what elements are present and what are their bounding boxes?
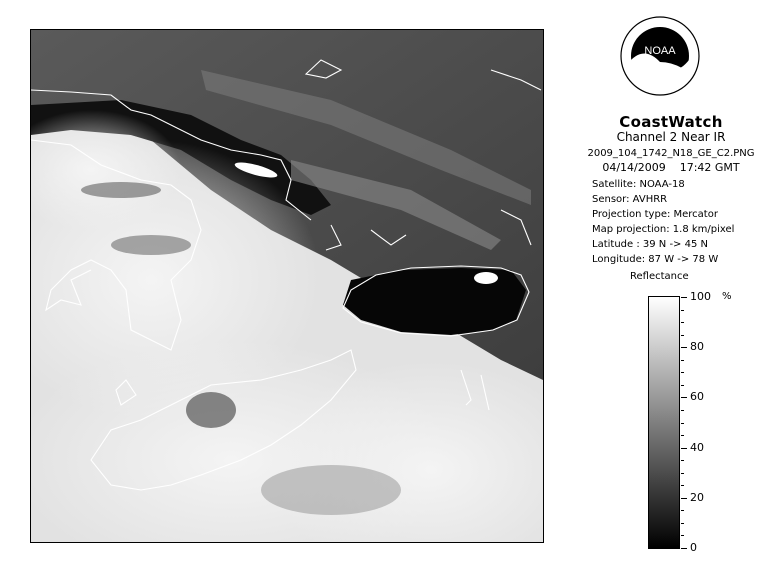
colorbar-major-tick <box>681 448 687 449</box>
cloud-gap <box>186 392 236 428</box>
colorbar-minor-tick <box>681 485 684 486</box>
colorbar-minor-tick <box>681 523 684 524</box>
colorbar-minor-tick <box>681 423 684 424</box>
colorbar-minor-tick <box>681 410 684 411</box>
colorbar-minor-tick <box>681 335 684 336</box>
colorbar-tick-label: 80 <box>690 340 704 353</box>
cloud-gap <box>81 182 161 198</box>
cloud-gap <box>111 235 191 255</box>
channel-label: Channel 2 Near IR <box>616 130 726 144</box>
map-projection-label: Map projection: 1.8 km/pixel <box>592 224 735 235</box>
longitude-label: Longitude: 87 W -> 78 W <box>592 254 719 265</box>
colorbar-major-tick <box>681 397 687 398</box>
app-title: CoastWatch <box>619 113 723 131</box>
colorbar-major-tick <box>681 297 687 298</box>
colorbar-minor-tick <box>681 310 684 311</box>
filename-label: 2009_104_1742_N18_GE_C2.PNG <box>587 148 755 159</box>
colorbar-minor-tick <box>681 385 684 386</box>
colorbar-tick-label: 100 <box>690 290 711 303</box>
colorbar-major-tick <box>681 548 687 549</box>
colorbar-tick-label: 20 <box>690 491 704 504</box>
satellite-label: Satellite: NOAA-18 <box>592 179 685 190</box>
sensor-label: Sensor: AVHRR <box>592 194 668 205</box>
colorbar-tick-label: 40 <box>690 441 704 454</box>
ice-patch <box>474 272 498 284</box>
colorbar-minor-tick <box>681 510 684 511</box>
satellite-image <box>30 29 544 543</box>
colorbar-minor-tick <box>681 322 684 323</box>
noaa-logo-text: NOAA <box>644 45 676 57</box>
cloud-gap <box>261 465 401 515</box>
colorbar-minor-tick <box>681 460 684 461</box>
noaa-logo <box>620 16 700 96</box>
colorbar-minor-tick <box>681 473 684 474</box>
satellite-image-svg <box>31 30 543 542</box>
colorbar-minor-tick <box>681 360 684 361</box>
latitude-label: Latitude : 39 N -> 45 N <box>592 239 708 250</box>
datetime-label: 04/14/2009 17:42 GMT <box>602 161 740 174</box>
colorbar-unit: % <box>722 291 732 302</box>
colorbar <box>648 296 680 549</box>
colorbar-minor-tick <box>681 535 684 536</box>
colorbar-major-tick <box>681 347 687 348</box>
colorbar-minor-tick <box>681 435 684 436</box>
colorbar-tick-label: 60 <box>690 390 704 403</box>
colorbar-major-tick <box>681 498 687 499</box>
colorbar-title: Reflectance <box>630 271 689 282</box>
colorbar-minor-tick <box>681 372 684 373</box>
colorbar-tick-label: 0 <box>690 541 697 554</box>
projection-type-label: Projection type: Mercator <box>592 209 718 220</box>
